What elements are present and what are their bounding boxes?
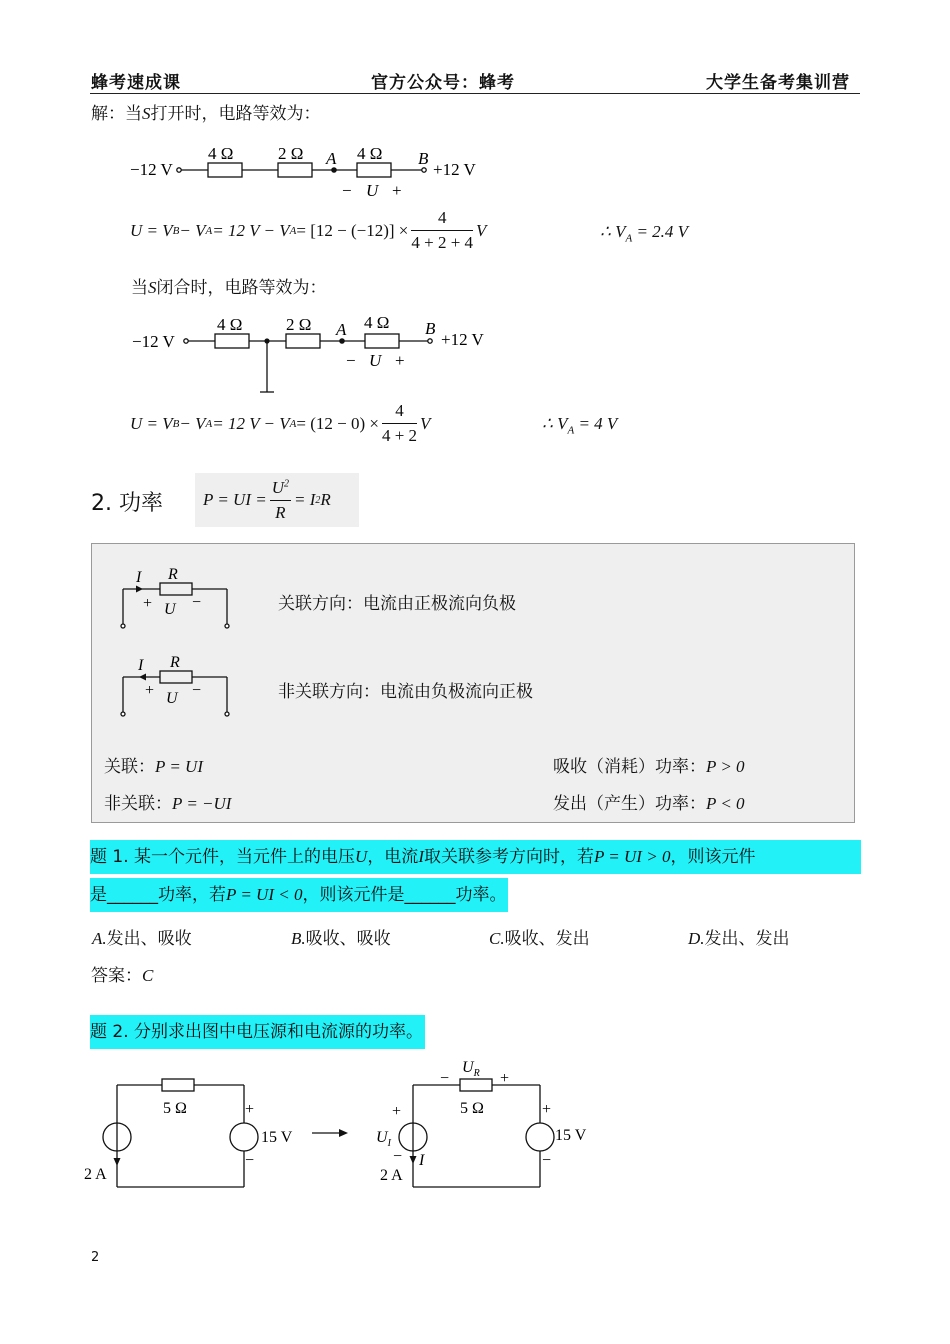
q2-circuit-right — [370, 1050, 620, 1195]
option-d: D.发出、发出 — [688, 929, 790, 949]
result-closed: ∴ $V_A = 4$ V — [542, 414, 618, 437]
svg-text:+: + — [143, 595, 153, 612]
svg-text:+: + — [395, 351, 405, 370]
svg-text:5 Ω: 5 Ω — [163, 1100, 187, 1117]
svg-text:R: R — [170, 654, 180, 671]
section-title-power: 2. 功率 — [91, 491, 163, 516]
svg-text:−12 V: −12 V — [132, 332, 175, 351]
power-formula: P = UI = $\frac{U^2}{R}$ = I 2 R — [203, 477, 331, 522]
svg-text:2 A: 2 A — [380, 1167, 403, 1184]
right-voltage-label: +12 V — [433, 160, 476, 179]
assoc-power-row: 关联：P = UI — [104, 757, 203, 777]
resistor-2ohm — [278, 163, 312, 177]
svg-text:UR: $U_R$ — [462, 1059, 480, 1079]
u-plus: + — [392, 181, 402, 200]
header-right: 大学生备考集训营 — [706, 73, 850, 93]
r2-label: 2 Ω — [278, 144, 304, 163]
svg-text:U: U — [164, 601, 176, 618]
circuit-closed — [120, 308, 520, 398]
left-voltage-label: −12 V — [130, 160, 173, 179]
nonassoc-description: 非关联方向：电流由负极流向正极 — [278, 682, 533, 702]
r1-label: 4 Ω — [208, 144, 234, 163]
svg-text:−: − — [192, 682, 202, 699]
svg-text:−: − — [192, 594, 202, 611]
power-formula-box — [195, 473, 359, 527]
header-left: 蜂考速成课 — [91, 73, 181, 93]
svg-text:15 V: 15 V — [261, 1129, 293, 1146]
q2-circuit-left — [80, 1070, 310, 1195]
svg-text:+: + — [245, 1101, 255, 1118]
svg-text:+: + — [392, 1103, 402, 1120]
emit-power-row: 发出（产生）功率：P < 0 — [553, 794, 745, 814]
svg-text:I: I — [138, 657, 144, 674]
closed-intro: 当S闭合时，电路等效为： — [131, 278, 327, 298]
svg-text:4 Ω: 4 Ω — [364, 313, 390, 332]
svg-text:U: U — [369, 351, 382, 370]
node-b-label: B — [418, 149, 429, 168]
svg-text:U: U — [166, 690, 178, 707]
svg-text:2 Ω: 2 Ω — [286, 315, 312, 334]
svg-text:UI: $U_I$ — [376, 1129, 391, 1149]
node-a-label: A — [326, 149, 337, 168]
current-arrow-left — [139, 674, 146, 681]
voltage-source-icon — [230, 1123, 258, 1151]
svg-text:R: R — [168, 566, 178, 583]
equation-closed: U = V B − V A = 12 V − V A = (12 − 0) × $\frac{4}{4 + 2}$ V — [130, 401, 431, 445]
solution-intro: 解：当S打开时，电路等效为： — [91, 104, 321, 124]
page-number: 2 — [91, 1250, 100, 1265]
answer-row: 答案：C — [91, 966, 154, 986]
fraction-open: $\frac{4}{4 + 2 + 4}$ — [411, 208, 474, 252]
option-c: C.吸收、发出 — [489, 929, 590, 949]
svg-text:−: − — [542, 1152, 552, 1169]
resistor-4ohm-2 — [357, 163, 391, 177]
fraction-closed: $\frac{4}{4 + 2}$ — [381, 401, 418, 445]
assoc-description: 关联方向：电流由正极流向负极 — [278, 594, 516, 614]
option-b: B.吸收、吸收 — [291, 929, 391, 949]
header-center: 官方公众号：蜂考 — [371, 73, 515, 93]
svg-text:I: I — [419, 1152, 425, 1169]
u-label: U — [366, 181, 379, 200]
svg-text:−: − — [245, 1152, 255, 1169]
assoc-circuit — [112, 560, 242, 632]
question-1-line-1: 题 1. 某一个元件，当元件上的电压U，电流I取关联参考方向时，若P = UI > 0，则该元件 — [90, 840, 861, 874]
svg-text:5 Ω: 5 Ω — [460, 1100, 484, 1117]
question-2: 题 2. 分别求出图中电压源和电流源的功率。 — [90, 1015, 425, 1049]
absorb-power-row: 吸收（消耗）功率：P > 0 — [553, 757, 745, 777]
question-1-line-2: 是______功率，若P = UI < 0，则该元件是______功率。 — [90, 878, 508, 912]
svg-text:+: + — [542, 1101, 552, 1118]
svg-text:15 V: 15 V — [555, 1127, 587, 1144]
result-open: ∴ $V_A = 2.4$ V — [600, 222, 689, 245]
u-minus: − — [342, 181, 352, 200]
nonassoc-power-row: 非关联：P = −UI — [104, 794, 232, 814]
svg-text:4 Ω: 4 Ω — [217, 315, 243, 334]
svg-text:B: B — [425, 319, 436, 338]
current-arrow-right — [136, 586, 143, 593]
svg-text:−: − — [393, 1148, 403, 1165]
node-a-dot — [331, 167, 337, 173]
nonassoc-circuit — [112, 648, 242, 720]
svg-text:+12 V: +12 V — [441, 330, 484, 349]
equation-open: U = V B − V A = 12 V − V A = [12 − (−12)] × $\frac{4}{4 + 2 + 4}$ V — [130, 208, 487, 252]
svg-text:+: + — [145, 682, 155, 699]
option-a: A.发出、吸收 — [92, 929, 192, 949]
svg-text:−: − — [346, 351, 356, 370]
svg-text:I: I — [136, 569, 142, 586]
svg-text:+: + — [500, 1070, 510, 1087]
svg-text:A: A — [336, 320, 347, 339]
resistor-4ohm-1 — [208, 163, 242, 177]
circuit-open — [120, 138, 520, 204]
r3-label: 4 Ω — [357, 144, 383, 163]
svg-text:−: − — [440, 1070, 450, 1087]
svg-text:2 A: 2 A — [84, 1166, 107, 1183]
transform-arrow-icon — [310, 1126, 350, 1140]
header-divider — [90, 93, 860, 94]
